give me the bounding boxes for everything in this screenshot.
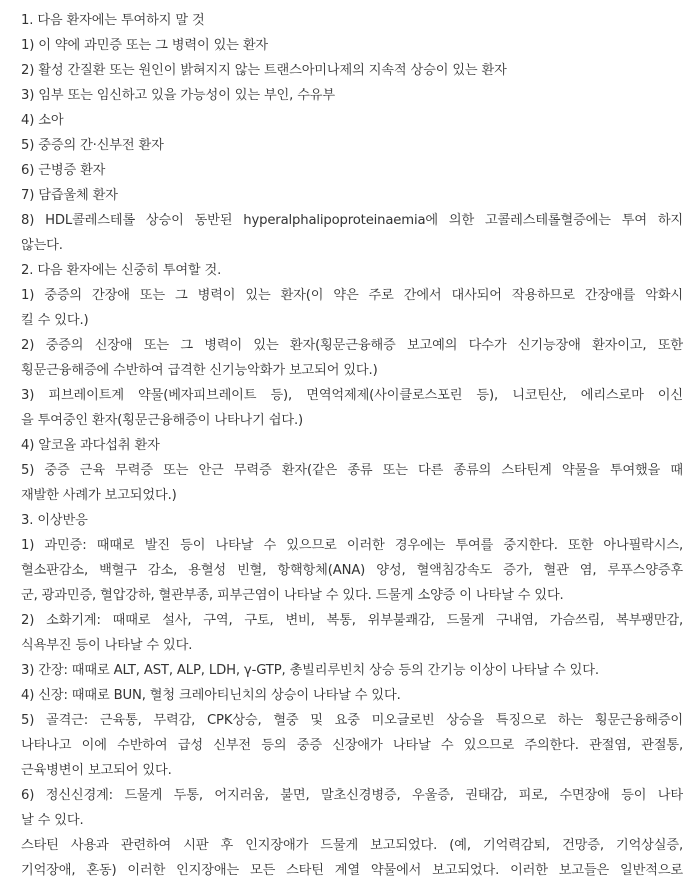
list-item: 1) 이 약에 과민증 또는 그 병력이 있는 환자 — [21, 38, 268, 53]
list-item: 5) 골격근: 근육통, 무력감, CPK상승, 혈중 및 요중 미오글로빈 상승을 특징으로 하는 횡문근융해증이 — [21, 713, 683, 728]
list-item: 2) 중증의 신장애 또는 그 병력이 있는 환자(횡문근융해증 보고예의 다수가 신기능장애 환자이고, 또한 — [21, 338, 683, 353]
list-item: 3) 간장: 때때로 ALT, AST, ALP, LDH, γ-GTP, 총빌리루빈치 상승 등의 간기능 이상이 나타날 수 있다. — [21, 663, 599, 678]
list-item: 5) 중증 근육 무력증 또는 안근 무력증 환자(같은 종류 또는 다른 종류의 스타틴계 약물을 투여했을 때 — [21, 463, 683, 478]
list-item: 1) 과민증: 때때로 발진 등이 나타날 수 있으므로 이러한 경우에는 투여를 중지한다. 또한 아나필락시스, — [21, 538, 683, 553]
paragraph-continuation: 기억장애, 혼동) 이러한 인지장애는 모든 스타틴 계열 약물에서 보고되었다. 이러한 보고들은 일반적으로 — [21, 863, 683, 878]
section-heading: 1. 다음 환자에는 투여하지 말 것 — [21, 13, 205, 28]
list-item: 4) 소아 — [21, 113, 64, 128]
paragraph: 스타틴 사용과 관련하여 시판 후 인지장애가 드물게 보고되었다. (예, 기억력감퇴, 건망증, 기억상실증, — [21, 838, 683, 853]
list-item-continuation: 나타나고 이에 수반하여 급성 신부전 등의 중증 신장애가 나타날 수 있으므로 주의한다. 관절염, 관절통, — [21, 738, 683, 753]
list-item: 3) 임부 또는 임신하고 있을 가능성이 있는 부인, 수유부 — [21, 88, 335, 103]
list-item-continuation: 군, 광과민증, 혈압강하, 혈관부종, 피부근염이 나타날 수 있다. 드물게 소양증 이 나타날 수 있다. — [21, 588, 564, 603]
list-item-continuation: 횡문근융해증에 수반하여 급격한 신기능악화가 보고되어 있다.) — [21, 363, 378, 378]
list-item: 4) 알코올 과다섭취 환자 — [21, 438, 160, 453]
document-body — [21, 0, 683, 883]
list-item: 1) 중증의 간장애 또는 그 병력이 있는 환자(이 약은 주로 간에서 대사되어 작용하므로 간장애를 악화시 — [21, 288, 683, 303]
list-item-continuation: 식욕부진 등이 나타날 수 있다. — [21, 638, 193, 653]
section-heading: 3. 이상반응 — [21, 513, 88, 528]
list-item: 3) 피브레이트계 약물(베자피브레이트 등), 면역억제제(사이클로스포린 등), 니코틴산, 에리스로마 이신 — [21, 388, 683, 403]
list-item-continuation: 날 수 있다. — [21, 813, 84, 828]
list-item: 5) 중증의 간·신부전 환자 — [21, 138, 164, 153]
list-item-continuation: 근육병변이 보고되어 있다. — [21, 763, 172, 778]
list-item: 2) 활성 간질환 또는 원인이 밝혀지지 않는 트랜스아미나제의 지속적 상승이 있는 환자 — [21, 63, 507, 78]
list-item-continuation: 킬 수 있다.) — [21, 313, 89, 328]
list-item-continuation: 혈소판감소, 백혈구 감소, 용혈성 빈혈, 항핵항체(ANA) 양성, 혈액침강속도 증가, 혈관 염, 루푸스양증후 — [21, 563, 683, 578]
list-item: 7) 담즙울체 환자 — [21, 188, 118, 203]
list-item-continuation: 을 투여중인 환자(횡문근융해증이 나타나기 쉽다.) — [21, 413, 303, 428]
list-item: 2) 소화기계: 때때로 설사, 구역, 구토, 변비, 복통, 위부불쾌감, 드물게 구내염, 가슴쓰림, 복부팽만감, — [21, 613, 683, 628]
list-item-continuation: 않는다. — [21, 238, 63, 253]
list-item-continuation: 재발한 사례가 보고되었다.) — [21, 488, 177, 503]
list-item: 8) HDL콜레스테롤 상승이 동반된 hyperalphalipoproteinaemia에 의한 고콜레스테롤혈증에는 투여 하지 — [21, 213, 683, 228]
section-heading: 2. 다음 환자에는 신중히 투여할 것. — [21, 263, 222, 278]
list-item: 6) 근병증 환자 — [21, 163, 106, 178]
list-item: 4) 신장: 때때로 BUN, 혈청 크레아티닌치의 상승이 나타날 수 있다. — [21, 688, 401, 703]
list-item: 6) 정신신경계: 드물게 두통, 어지러움, 불면, 말초신경병증, 우울증, 권태감, 피로, 수면장애 등이 나타 — [21, 788, 683, 803]
